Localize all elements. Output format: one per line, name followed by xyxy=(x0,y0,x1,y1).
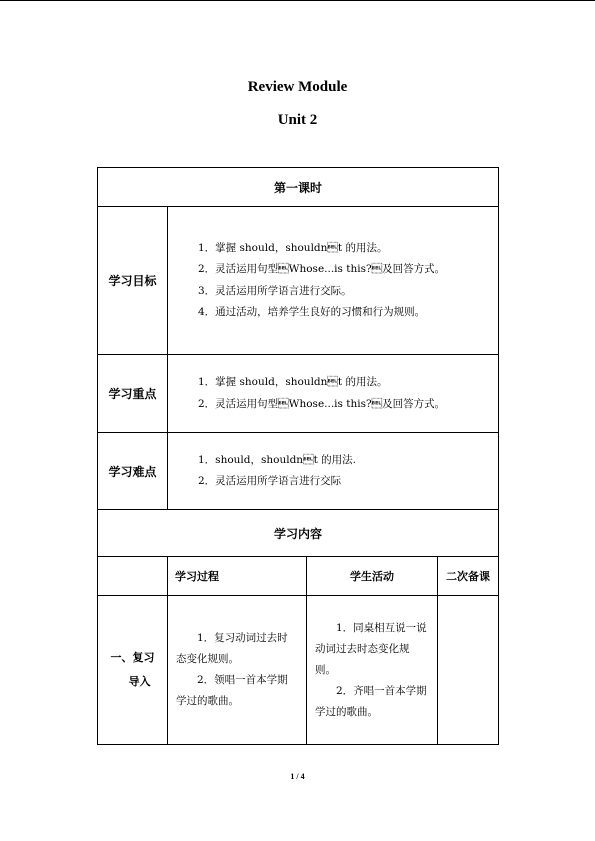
difficulties-list xyxy=(168,433,499,510)
list-item: 2．灵活运用句型Whose...is this?及回答方式。 xyxy=(198,397,446,410)
lesson-heading: 第一课时 xyxy=(98,168,499,207)
column-header-activity: 学生活动 xyxy=(307,557,438,596)
column-header-process: 学习过程 xyxy=(168,557,307,596)
list-item: 2．灵活运用句型Whose...is this?及回答方式。 xyxy=(198,263,446,275)
key-points-row xyxy=(98,355,499,433)
objectives-row xyxy=(98,207,499,355)
section1-activity xyxy=(307,596,438,745)
content-heading-row xyxy=(98,510,499,557)
list-item: 2．灵活运用所学语言进行交际 xyxy=(198,475,342,487)
section1-row xyxy=(98,596,499,745)
page-title: Review Module xyxy=(247,79,348,95)
process-step: 1．复习动词过去时态变化规则。 xyxy=(176,632,288,665)
objectives-label: 学习目标 xyxy=(98,207,168,355)
process-step: 2．领唱一首本学期学过的歌曲。 xyxy=(176,674,288,707)
section1-label xyxy=(98,596,168,745)
content-heading: 学习内容 xyxy=(98,510,499,557)
lesson-heading-row xyxy=(98,168,499,207)
activity-step: 2．齐唱一首本学期学过的歌曲。 xyxy=(315,684,427,718)
page-subtitle: Unit 2 xyxy=(277,112,318,128)
list-item: 3．灵活运用所学语言进行交际。 xyxy=(198,284,352,297)
list-item: 1．should，shouldnt 的用法. xyxy=(198,453,356,466)
activity-step: 1．同桌相互说一说动词过去时态变化规则。 xyxy=(315,621,427,676)
section1-notes xyxy=(438,596,499,745)
objectives-list xyxy=(168,207,499,355)
page-number: 1 / 4 xyxy=(290,772,305,781)
section1-process xyxy=(168,596,307,745)
difficulties-row xyxy=(98,433,499,510)
list-item: 1．掌握 should，shouldnt 的用法。 xyxy=(198,376,388,388)
empty-header-cell xyxy=(98,557,168,596)
key-points-list xyxy=(168,355,499,433)
list-item: 1．掌握 should，shouldnt 的用法。 xyxy=(198,241,388,254)
lesson-plan-table xyxy=(97,167,499,745)
column-header-notes: 二次备课 xyxy=(438,557,499,596)
difficulties-label: 学习难点 xyxy=(98,433,168,510)
section1-label-line2: 导入 xyxy=(128,675,151,688)
key-points-label: 学习重点 xyxy=(98,355,168,433)
top-rule xyxy=(0,0,595,1)
column-header-row xyxy=(98,557,499,596)
list-item: 4．通过活动，培养学生良好的习惯和行为规则。 xyxy=(198,306,426,318)
section1-label-line1: 一、复习 xyxy=(110,651,155,664)
